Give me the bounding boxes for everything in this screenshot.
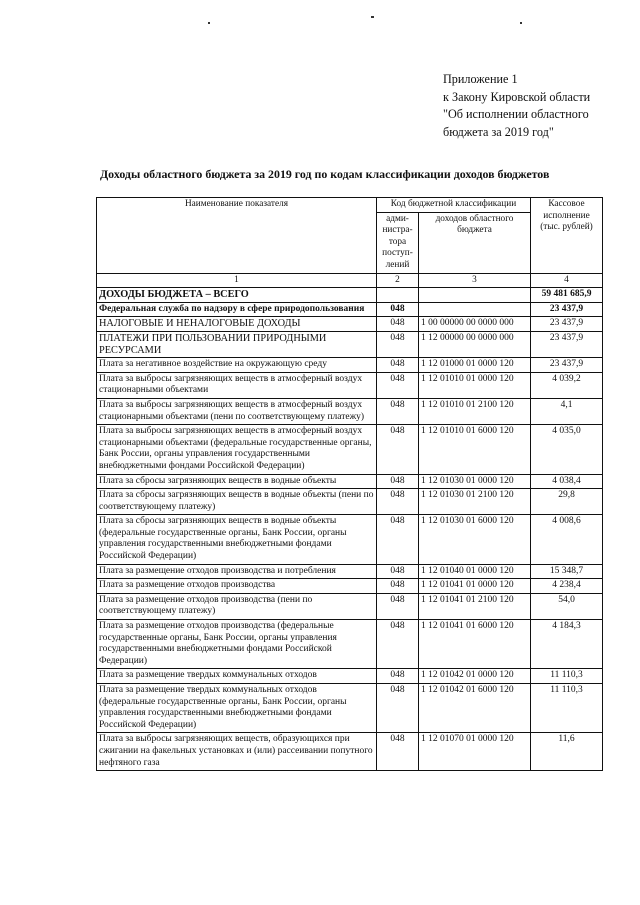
row-code: [419, 288, 531, 303]
row-name: НАЛОГОВЫЕ И НЕНАЛОГОВЫЕ ДОХОДЫ: [97, 317, 377, 332]
table-row: [97, 372, 603, 398]
row-code: 1 12 01010 01 0000 120: [419, 372, 531, 398]
row-code: 1 12 01041 01 0000 120: [419, 579, 531, 594]
row-admin: 048: [377, 733, 419, 771]
table-row: [97, 317, 603, 332]
row-admin: 048: [377, 489, 419, 515]
appendix-line: к Закону Кировской области: [443, 89, 591, 104]
scan-speck: [520, 22, 522, 24]
table-row: [97, 474, 603, 489]
row-code: 1 12 01030 01 0000 120: [419, 474, 531, 489]
row-code: 1 12 01042 01 0000 120: [419, 669, 531, 684]
revenue-table: [96, 197, 603, 771]
row-amount: 23 437,9: [531, 331, 603, 357]
row-admin: [377, 288, 419, 303]
header-revenue-code: доходов областного бюджета: [419, 212, 531, 273]
row-admin: 048: [377, 515, 419, 564]
row-admin: 048: [377, 372, 419, 398]
table-row: [97, 669, 603, 684]
column-number: 2: [377, 273, 419, 288]
header-code-group: Код бюджетной классификации: [377, 198, 531, 213]
row-name: ДОХОДЫ БЮДЖЕТА – ВСЕГО: [97, 288, 377, 303]
row-admin: 048: [377, 331, 419, 357]
row-code: 1 12 01042 01 6000 120: [419, 684, 531, 733]
table-row: [97, 489, 603, 515]
row-admin: 048: [377, 425, 419, 474]
row-name: Плата за негативное воздействие на окружающую среду: [97, 358, 377, 373]
row-code: 1 12 01041 01 6000 120: [419, 620, 531, 669]
row-name: Плата за размещение отходов производства: [97, 579, 377, 594]
row-name: Плата за размещение отходов производства (федеральные государственные органы, Банк России, органы управления государственными внебюджетными фондами Российской Федерации): [97, 620, 377, 669]
row-admin: 048: [377, 398, 419, 424]
scan-speck: [208, 22, 210, 24]
row-name: Плата за выбросы загрязняющих веществ в атмосферный воздух стационарными объектами: [97, 372, 377, 398]
appendix-note: [443, 71, 633, 141]
row-admin: 048: [377, 317, 419, 332]
row-admin: 048: [377, 593, 419, 619]
row-code: [419, 302, 531, 317]
appendix-line: Приложение 1: [443, 72, 518, 86]
row-name: Плата за размещение твердых коммунальных отходов: [97, 669, 377, 684]
row-admin: 048: [377, 564, 419, 579]
table-row: [97, 288, 603, 303]
row-name: ПЛАТЕЖИ ПРИ ПОЛЬЗОВАНИИ ПРИРОДНЫМИ РЕСУРСАМИ: [97, 331, 377, 357]
header-amount: Кассовое исполнение (тыс. рублей): [531, 198, 603, 274]
row-code: 1 12 01010 01 2100 120: [419, 398, 531, 424]
row-name: Плата за размещение отходов производства и потребления: [97, 564, 377, 579]
scan-speck: [371, 16, 374, 18]
table-row: [97, 302, 603, 317]
row-amount: 4 184,3: [531, 620, 603, 669]
row-admin: 048: [377, 302, 419, 317]
row-amount: 23 437,9: [531, 302, 603, 317]
table-row: [97, 593, 603, 619]
row-code: 1 12 01070 01 0000 120: [419, 733, 531, 771]
row-amount: 4 039,2: [531, 372, 603, 398]
document-title: Доходы областного бюджета за 2019 год по кодам классификации доходов бюджетов: [100, 167, 550, 181]
row-amount: 4 238,4: [531, 579, 603, 594]
row-admin: 048: [377, 358, 419, 373]
row-amount: 23 437,9: [531, 358, 603, 373]
row-amount: 4 035,0: [531, 425, 603, 474]
row-amount: 15 348,7: [531, 564, 603, 579]
column-number: 3: [419, 273, 531, 288]
row-name: Плата за выбросы загрязняющих веществ в атмосферный воздух стационарными объектами (федеральные государственные органы, Банк России, органы управления государственными внебюджетными фондами Российской Федерации): [97, 425, 377, 474]
row-amount: 4 008,6: [531, 515, 603, 564]
row-code: 1 12 00000 00 0000 000: [419, 331, 531, 357]
row-amount: 11,6: [531, 733, 603, 771]
column-number: 4: [531, 273, 603, 288]
row-admin: 048: [377, 684, 419, 733]
row-name: Плата за сбросы загрязняющих веществ в водные объекты: [97, 474, 377, 489]
table-row: [97, 620, 603, 669]
row-code: 1 12 01010 01 6000 120: [419, 425, 531, 474]
row-amount: 4,1: [531, 398, 603, 424]
table-row: [97, 331, 603, 357]
row-name: Федеральная служба по надзору в сфере природопользования: [97, 302, 377, 317]
row-name: Плата за размещение твердых коммунальных отходов (федеральные государственные органы, Банк России, органы управления государственными внебюджетными фондами Российской Федерации): [97, 684, 377, 733]
row-code: 1 00 00000 00 0000 000: [419, 317, 531, 332]
header-admin: адми-нистра-тора поступ-лений: [377, 212, 419, 273]
row-admin: 048: [377, 620, 419, 669]
row-name: Плата за сбросы загрязняющих веществ в водные объекты (федеральные государственные органы, Банк России, органы управления государственными внебюджетными фондами Российской Федерации): [97, 515, 377, 564]
row-amount: 54,0: [531, 593, 603, 619]
column-number: 1: [97, 273, 377, 288]
row-code: 1 12 01030 01 6000 120: [419, 515, 531, 564]
table-row: [97, 515, 603, 564]
row-code: 1 12 01030 01 2100 120: [419, 489, 531, 515]
row-amount: 11 110,3: [531, 669, 603, 684]
row-name: Плата за сбросы загрязняющих веществ в водные объекты (пени по соответствующему платежу): [97, 489, 377, 515]
row-admin: 048: [377, 579, 419, 594]
appendix-line: бюджета за 2019 год": [443, 124, 554, 139]
table-row: [97, 684, 603, 733]
table-row: [97, 733, 603, 771]
row-name: Плата за выбросы загрязняющих веществ, образующихся при сжигании на факельных установках и (или) рассеивании попутного нефтяного газа: [97, 733, 377, 771]
row-amount: 29,8: [531, 489, 603, 515]
row-admin: 048: [377, 669, 419, 684]
table-row: [97, 564, 603, 579]
row-code: 1 12 01000 01 0000 120: [419, 358, 531, 373]
row-amount: 59 481 685,9: [531, 288, 603, 303]
row-admin: 048: [377, 474, 419, 489]
table-row: [97, 398, 603, 424]
row-name: Плата за размещение отходов производства (пени по соответствующему платежу): [97, 593, 377, 619]
row-amount: 4 038,4: [531, 474, 603, 489]
row-name: Плата за выбросы загрязняющих веществ в атмосферный воздух стационарными объектами (пени по соответствующему платежу): [97, 398, 377, 424]
table-row: [97, 358, 603, 373]
appendix-line: "Об исполнении областного: [443, 107, 589, 121]
row-code: 1 12 01040 01 0000 120: [419, 564, 531, 579]
table-row: [97, 579, 603, 594]
row-amount: 11 110,3: [531, 684, 603, 733]
row-code: 1 12 01041 01 2100 120: [419, 593, 531, 619]
row-amount: 23 437,9: [531, 317, 603, 332]
table-row: [97, 425, 603, 474]
header-name: Наименование показателя: [97, 198, 377, 274]
